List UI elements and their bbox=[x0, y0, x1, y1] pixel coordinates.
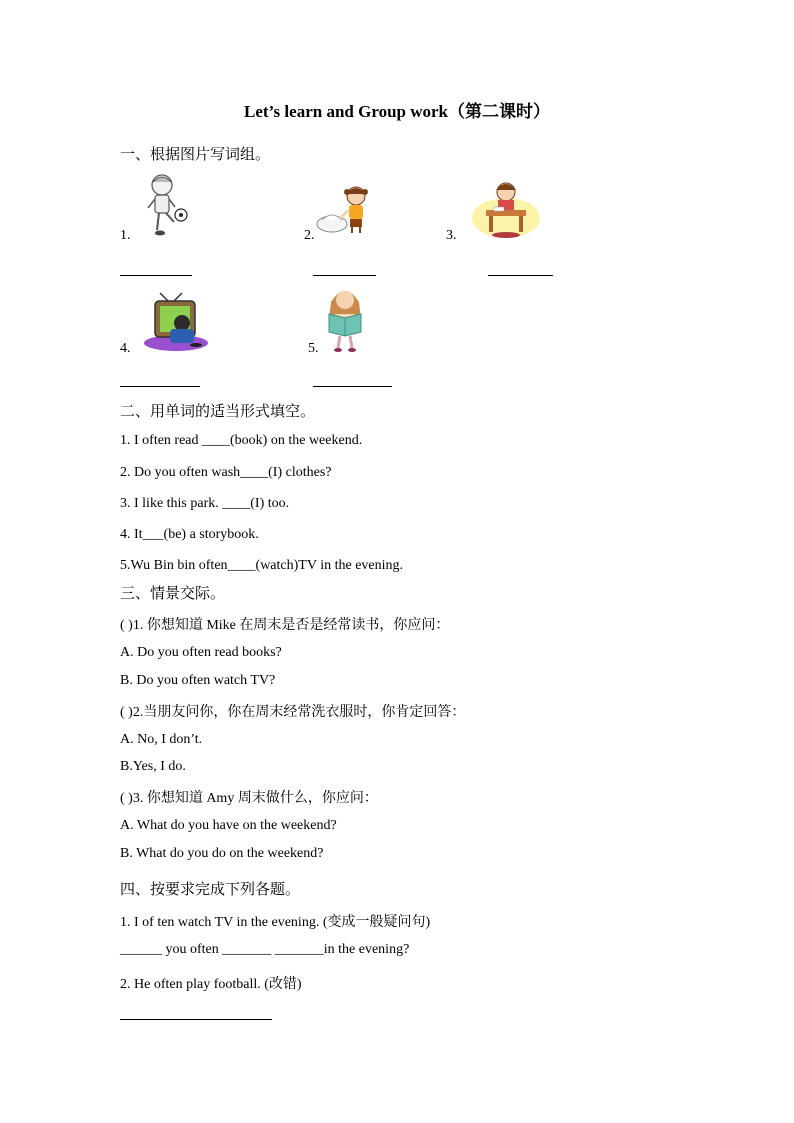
fill-in-line-4: 4. It___(be) a storybook. bbox=[120, 527, 259, 542]
fill-in-line-1: 1. I often read ____(book) on the weekend. bbox=[120, 433, 363, 448]
item-2-number: 2. bbox=[304, 228, 315, 243]
answer-blank-1[interactable] bbox=[120, 275, 192, 276]
question-2-option-b: B.Yes, I do. bbox=[120, 759, 186, 774]
question-3: ( )3. 你想知道 Amy 周末做什么，你应问： bbox=[120, 791, 378, 806]
item-4-number: 4. bbox=[120, 341, 131, 356]
section-1-heading: 一、根据图片写词组。 bbox=[120, 147, 271, 163]
question-2: ( )2.当朋友问你，你在周末经常洗衣服时，你肯定回答： bbox=[120, 705, 466, 720]
answer-blank-2[interactable] bbox=[313, 275, 376, 276]
page-title: Let’s learn and Group work（第二课时） bbox=[243, 102, 551, 121]
task-2-prompt: 2. He often play football. (改错) bbox=[120, 977, 302, 992]
task-2-answer-blank[interactable] bbox=[120, 1019, 272, 1020]
fill-in-line-3: 3. I like this park. ____(I) too. bbox=[120, 496, 290, 511]
answer-blank-5[interactable] bbox=[313, 386, 392, 387]
section-3-heading: 三、情景交际。 bbox=[120, 586, 226, 602]
girl-washing-clothes-icon bbox=[316, 180, 372, 236]
boy-watching-tv-icon bbox=[140, 293, 216, 355]
answer-blank-3[interactable] bbox=[488, 275, 553, 276]
question-1-option-b: B. Do you often watch TV? bbox=[120, 673, 276, 688]
section-2-heading: 二、用单词的适当形式填空。 bbox=[120, 404, 316, 420]
question-1-option-a: A. Do you often read books? bbox=[120, 645, 282, 660]
task-1-prompt: 1. I of ten watch TV in the evening. (变成一般疑问句) bbox=[120, 915, 431, 930]
boy-playing-football-icon bbox=[142, 172, 192, 240]
answer-blank-4[interactable] bbox=[120, 386, 200, 387]
question-3-option-b: B. What do you do on the weekend? bbox=[120, 846, 324, 861]
question-3-option-a: A. What do you have on the weekend? bbox=[120, 818, 337, 833]
fill-in-line-5: 5.Wu Bin bin often____(watch)TV in the evening. bbox=[120, 558, 404, 573]
item-3-number: 3. bbox=[446, 228, 457, 243]
question-1: ( )1. 你想知道 Mike 在周末是否是经常读书，你应问： bbox=[120, 618, 450, 633]
fill-in-line-2: 2. Do you often wash____(I) clothes? bbox=[120, 465, 332, 480]
task-1-answer-line: ______ you often _______ _______in the evening? bbox=[120, 942, 410, 957]
girl-reading-book-icon bbox=[323, 284, 367, 354]
question-2-option-a: A. No, I don’t. bbox=[120, 732, 203, 747]
item-5-number: 5. bbox=[308, 341, 319, 356]
item-1-number: 1. bbox=[120, 228, 131, 243]
girl-doing-homework-icon bbox=[470, 178, 540, 242]
section-4-heading: 四、按要求完成下列各题。 bbox=[120, 882, 301, 898]
